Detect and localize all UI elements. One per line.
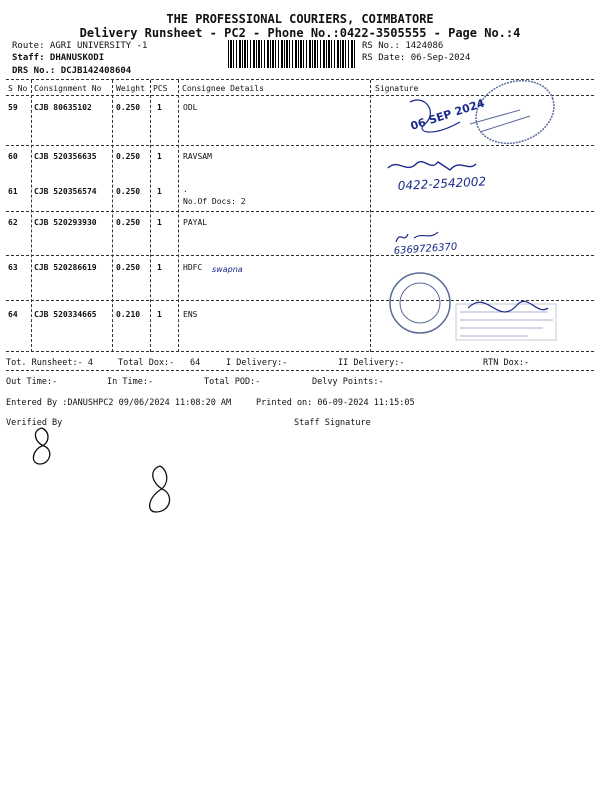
row-consignment: CJB 520356635 <box>34 152 97 161</box>
staff-signature <box>142 462 182 518</box>
divider <box>6 351 594 352</box>
row-pcs: 1 <box>157 187 162 196</box>
row-weight: 0.250 <box>116 218 141 227</box>
handwritten-signature <box>380 150 540 196</box>
total-dox-label: Total Dox:- <box>118 358 175 368</box>
row-consignee: ODL <box>183 103 198 112</box>
row-consignee: RAVSAM <box>183 152 212 161</box>
row-pcs: 1 <box>157 310 162 319</box>
handwritten-phone: 6369726370 <box>393 241 458 257</box>
row-pcs: 1 <box>157 103 162 112</box>
total-runsheet: Tot. Runsheet:- 4 <box>6 358 93 368</box>
col-separator <box>112 80 113 352</box>
row-pcs: 1 <box>157 263 162 272</box>
total-pod: Total POD:- <box>204 377 261 387</box>
row-sno: 59 <box>8 103 18 112</box>
company-title: THE PROFESSIONAL COURIERS, COIMBATORE <box>166 12 434 26</box>
row-consignment: CJB 520293930 <box>34 218 97 227</box>
row-sno: 62 <box>8 218 18 227</box>
row-weight: 0.250 <box>116 103 141 112</box>
divider <box>6 79 594 80</box>
total-dox-value: 64 <box>190 358 201 368</box>
row-consignment: CJB 80635102 <box>34 103 92 112</box>
delvy-points: Delvy Points:- <box>312 377 384 387</box>
staff-label: Staff: DHANUSKODI <box>12 53 105 63</box>
col-weight: Weight <box>116 84 145 93</box>
row-docs-count: No.Of Docs: 2 <box>183 197 246 206</box>
drs-number: DRS No.: DCJB142408604 <box>12 66 132 76</box>
date-stamp-signature <box>370 82 595 148</box>
row-pcs: 1 <box>157 152 162 161</box>
handwritten-name <box>212 260 262 276</box>
row-weight: 0.250 <box>116 263 141 272</box>
col-pcs: PCS <box>153 84 168 93</box>
row-consignment: CJB 520334665 <box>34 310 97 319</box>
col-sno: S No <box>8 84 28 93</box>
col-consignment: Consignment No <box>34 84 102 93</box>
entered-by: Entered By :DANUSHPC2 09/06/2024 11:08:20 AM <box>6 398 232 408</box>
row-weight: 0.250 <box>116 187 141 196</box>
col-signature: Signature <box>375 84 419 93</box>
in-time: In Time:- <box>107 377 154 387</box>
divider <box>6 211 594 212</box>
printed-on: Printed on: 06-09-2024 11:15:05 <box>256 398 415 408</box>
handwritten-signature <box>390 222 520 256</box>
stamp-date-text: 06 SEP 2024 <box>408 96 487 133</box>
row-sno: 63 <box>8 263 18 272</box>
runsheet-subtitle: Delivery Runsheet - PC2 - Phone No.:0422-3505555 - Page No.:4 <box>79 26 521 40</box>
bank-stamp <box>378 268 568 348</box>
row-consignee: ENS <box>183 310 198 319</box>
col-separator <box>178 80 179 352</box>
i-delivery: I Delivery:- <box>226 358 288 368</box>
row-sno: 64 <box>8 310 18 319</box>
row-pcs: 1 <box>157 218 162 227</box>
row-consignee: HDFC <box>183 263 203 272</box>
out-time: Out Time:- <box>6 377 58 387</box>
barcode <box>228 40 356 68</box>
row-consignment: CJB 520356574 <box>34 187 97 196</box>
verified-by: Verified By <box>6 418 63 428</box>
row-consignee: PAYAL <box>183 218 208 227</box>
col-consignee: Consignee Details <box>182 84 264 93</box>
row-consignee: . <box>183 185 188 194</box>
rs-date: RS Date: 06-Sep-2024 <box>362 53 471 63</box>
rtn-dox: RTN Dox:- <box>483 358 530 368</box>
staff-signature-label: Staff Signature <box>294 418 371 428</box>
handwritten-phone: 0422-2542002 <box>397 174 487 193</box>
row-weight: 0.250 <box>116 152 141 161</box>
row-sno: 61 <box>8 187 18 196</box>
row-sno: 60 <box>8 152 18 161</box>
col-separator <box>150 80 151 352</box>
divider <box>6 370 594 371</box>
col-separator <box>31 80 32 352</box>
rs-number: RS No.: 1424086 <box>362 41 444 51</box>
svg-text:swapna: swapna <box>212 265 243 274</box>
verifier-signature <box>28 424 58 470</box>
row-consignment: CJB 520286619 <box>34 263 97 272</box>
ii-delivery: II Delivery:- <box>338 358 405 368</box>
route-label: Route: AGRI UNIVERSITY -1 <box>12 41 148 51</box>
row-weight: 0.210 <box>116 310 141 319</box>
